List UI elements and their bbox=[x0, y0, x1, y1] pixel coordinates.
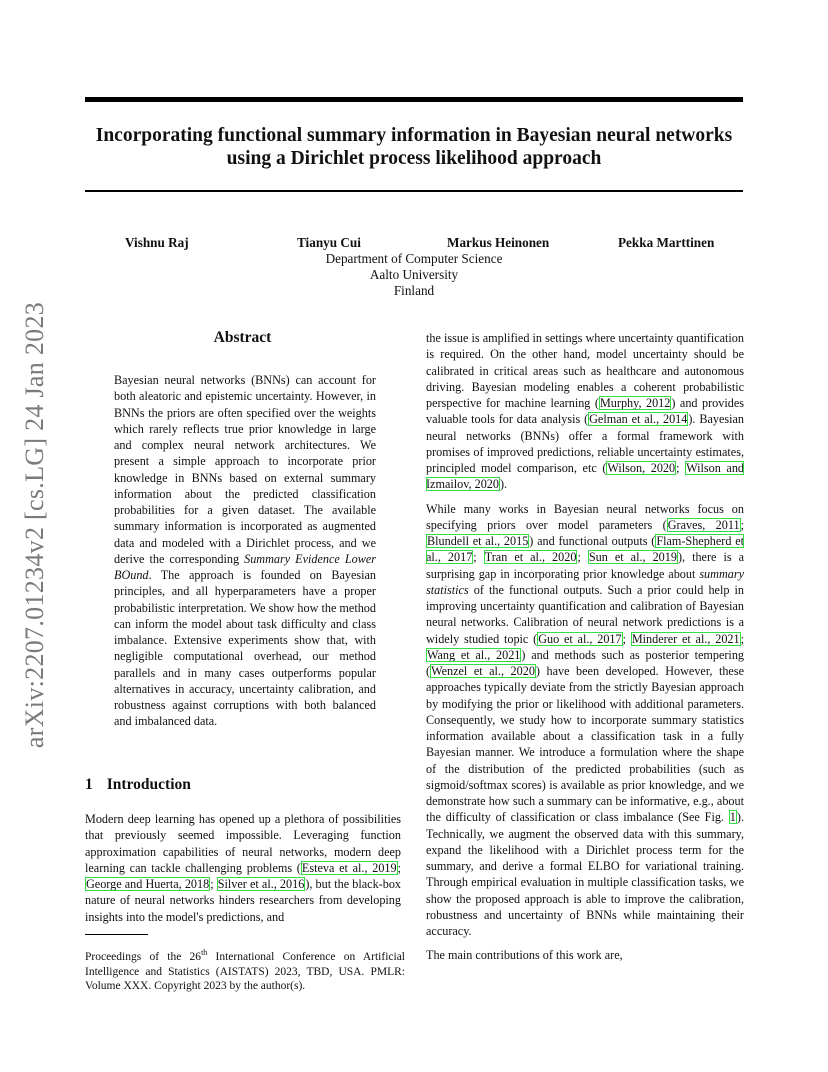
arxiv-id: arXiv:2207.01234v2 [cs.LG] 24 Jan 2023 bbox=[20, 301, 49, 749]
top-rule bbox=[85, 97, 743, 102]
introduction-left-text: Modern deep learning has opened up a plethora of possibilities that previously seemed impossible. Leveraging function approximation capabilities of neural networks, modern deep learning can tackle challenging problems (Esteva et al., 2019; George and Huerta, 2018; Silver et al., 2016), but the black-box nature of neural networks hinders researchers from developing insights into the model's predictions, and bbox=[85, 812, 402, 924]
author-1: Vishnu Raj bbox=[125, 235, 189, 250]
author-2: Tianyu Cui bbox=[297, 235, 361, 250]
citation-link[interactable]: Wilson, 2020 bbox=[607, 461, 676, 475]
citation-link[interactable]: Wang et al., 2021 bbox=[427, 647, 521, 662]
title-rule bbox=[85, 190, 743, 192]
affiliation-department: Department of Computer Science bbox=[325, 251, 503, 266]
author-3: Markus Heinonen bbox=[447, 235, 550, 250]
figure-link[interactable]: 1 bbox=[729, 810, 736, 825]
citation-link[interactable]: Graves, 2011 bbox=[667, 517, 740, 532]
footnote: Proceedings of the 26th International Conference on Artificial Intelligence and Statistics (AISTATS) 2023, TBD, USA. PMLR: Volume XXX. Copyright 2023 by the author(s). bbox=[85, 948, 406, 993]
citation-link[interactable]: Tran et al., 2020 bbox=[484, 550, 577, 565]
citation-link[interactable]: Flam-Shepherd et al., 2017 bbox=[426, 534, 744, 565]
citation-link[interactable]: Guo et al., 2017 bbox=[538, 631, 622, 646]
citation-link[interactable]: George and Huerta, 2018 bbox=[86, 877, 210, 891]
citation-link[interactable]: Sun et al., 2019 bbox=[588, 550, 677, 565]
affiliation-country: Finland bbox=[393, 283, 435, 298]
author-4: Pekka Marttinen bbox=[618, 235, 715, 250]
paragraph: the issue is amplified in settings where uncertainty quantification is required. On the other hand, model uncertainty should be calibrated in critical areas such as healthcare and autonomous driving. Bayesian modeling enables a coherent probabilistic perspective for machine learning (Murphy, 2012) and provides valuable tools for data analysis (Gelman et al., 2014). Bayesian neural networks (BNNs) offer a formal framework with promises of improved predictions, reliable uncertainty estimates, principled model comparison, etc (Wilson, 2020; Wilson and Izmailov, 2020). bbox=[426, 331, 745, 492]
paragraph: While many works in Bayesian neural networks focus on specifying priors over model parameters (Graves, 2011; Blundell et al., 2015) and functional outputs (Flam-Shepherd et al., 2017; Tran et al., 2020; Sun et al., 2019), there is a surprising gap in incorporating prior knowledge about summary statistics of the functional outputs. Such a prior could help in improving uncertainty quantification and calibration of Bayesian neural networks. Calibration of neural network predictions is a widely studied topic (Guo et al., 2017; Minderer et al., 2021; Wang et al., 2021) and methods such as posterior tempering (Wenzel et al., 2020) have been developed. However, these approaches typically deviate from the strictly Bayesian approach by modifying the prior or likelihood with additional parameters. Consequently, we study how to incorporate summary statistics information available about a classification task in a fully Bayesian manner. We introduce a formulation where the shape of the distribution of the predicted probabilities (such as sigmoid/softmax scores) is available as prior knowledge, and we demonstrate how such a summary can be informative, e.g., about the difficulty of classification or class imbalance (See Fig. 1). Technically, we augment the observed data with this summary, expand the likelihood with a Dirichlet process term for the summary, and derive a formal ELBO for variational training. Through empirical evaluation in multiple classification tasks, we show the proposed approach is able to improve the calibration, robustness and uncertainty of BNNs while maintaining their accuracy. bbox=[426, 501, 745, 938]
abstract-heading: Abstract bbox=[213, 329, 272, 346]
paragraph: The main contributions of this work are, bbox=[426, 948, 623, 963]
citation-link[interactable]: Gelman et al., 2014 bbox=[589, 412, 688, 427]
introduction-right-column bbox=[426, 330, 744, 972]
title-line-2: using a Dirichlet process likelihood approach bbox=[226, 148, 602, 169]
citation-link[interactable]: Wilson and Izmailov, 2020 bbox=[426, 461, 745, 492]
arxiv-stamp bbox=[20, 295, 50, 755]
title-line-1: Incorporating functional summary information in Bayesian neural networks bbox=[95, 125, 733, 146]
abstract-body: Bayesian neural networks (BNNs) can account for both aleatoric and epistemic uncertainty. However, in BNNs the priors are often specified over the weights which rarely reflects true prior knowledge in large and complex neural network architectures. We present a simple approach to incorporate prior knowledge in BNNs based on external summary information about the predicted classification probabilities for a given dataset. The available summary information is incorporated as augmented data and modeled with a Dirichlet process, and we derive the corresponding Summary Evidence Lower BOund. The approach is founded on Bayesian principles, and all hyperparameters have a proper probabilistic interpretation. We show how the method can inform the model about task difficulty and class imbalance. Extensive experiments show that, with negligible computational overhead, our method parallels and in many cases outperforms popular alternatives in accuracy, uncertainty calibration, and robustness against corruptions with both balanced and imbalanced data. bbox=[114, 373, 376, 729]
citation-link[interactable]: Silver et al., 2016 bbox=[217, 877, 305, 891]
footnote-rule bbox=[85, 934, 148, 935]
affiliation-university: Aalto University bbox=[369, 267, 459, 282]
citation-link[interactable]: Wenzel et al., 2020 bbox=[431, 664, 535, 678]
abstract-emphasis: Summary Evidence Lower BOund bbox=[114, 551, 376, 582]
emphasis: summary statistics bbox=[426, 566, 744, 597]
citation-link[interactable]: Esteva et al., 2019 bbox=[301, 860, 397, 875]
citation-link[interactable]: Murphy, 2012 bbox=[599, 396, 671, 410]
paper-title bbox=[85, 124, 743, 170]
citation-link[interactable]: Minderer et al., 2021 bbox=[631, 631, 740, 646]
citation-link[interactable]: Blundell et al., 2015 bbox=[427, 534, 529, 548]
section-heading-introduction: 1 Introduction bbox=[85, 776, 191, 793]
